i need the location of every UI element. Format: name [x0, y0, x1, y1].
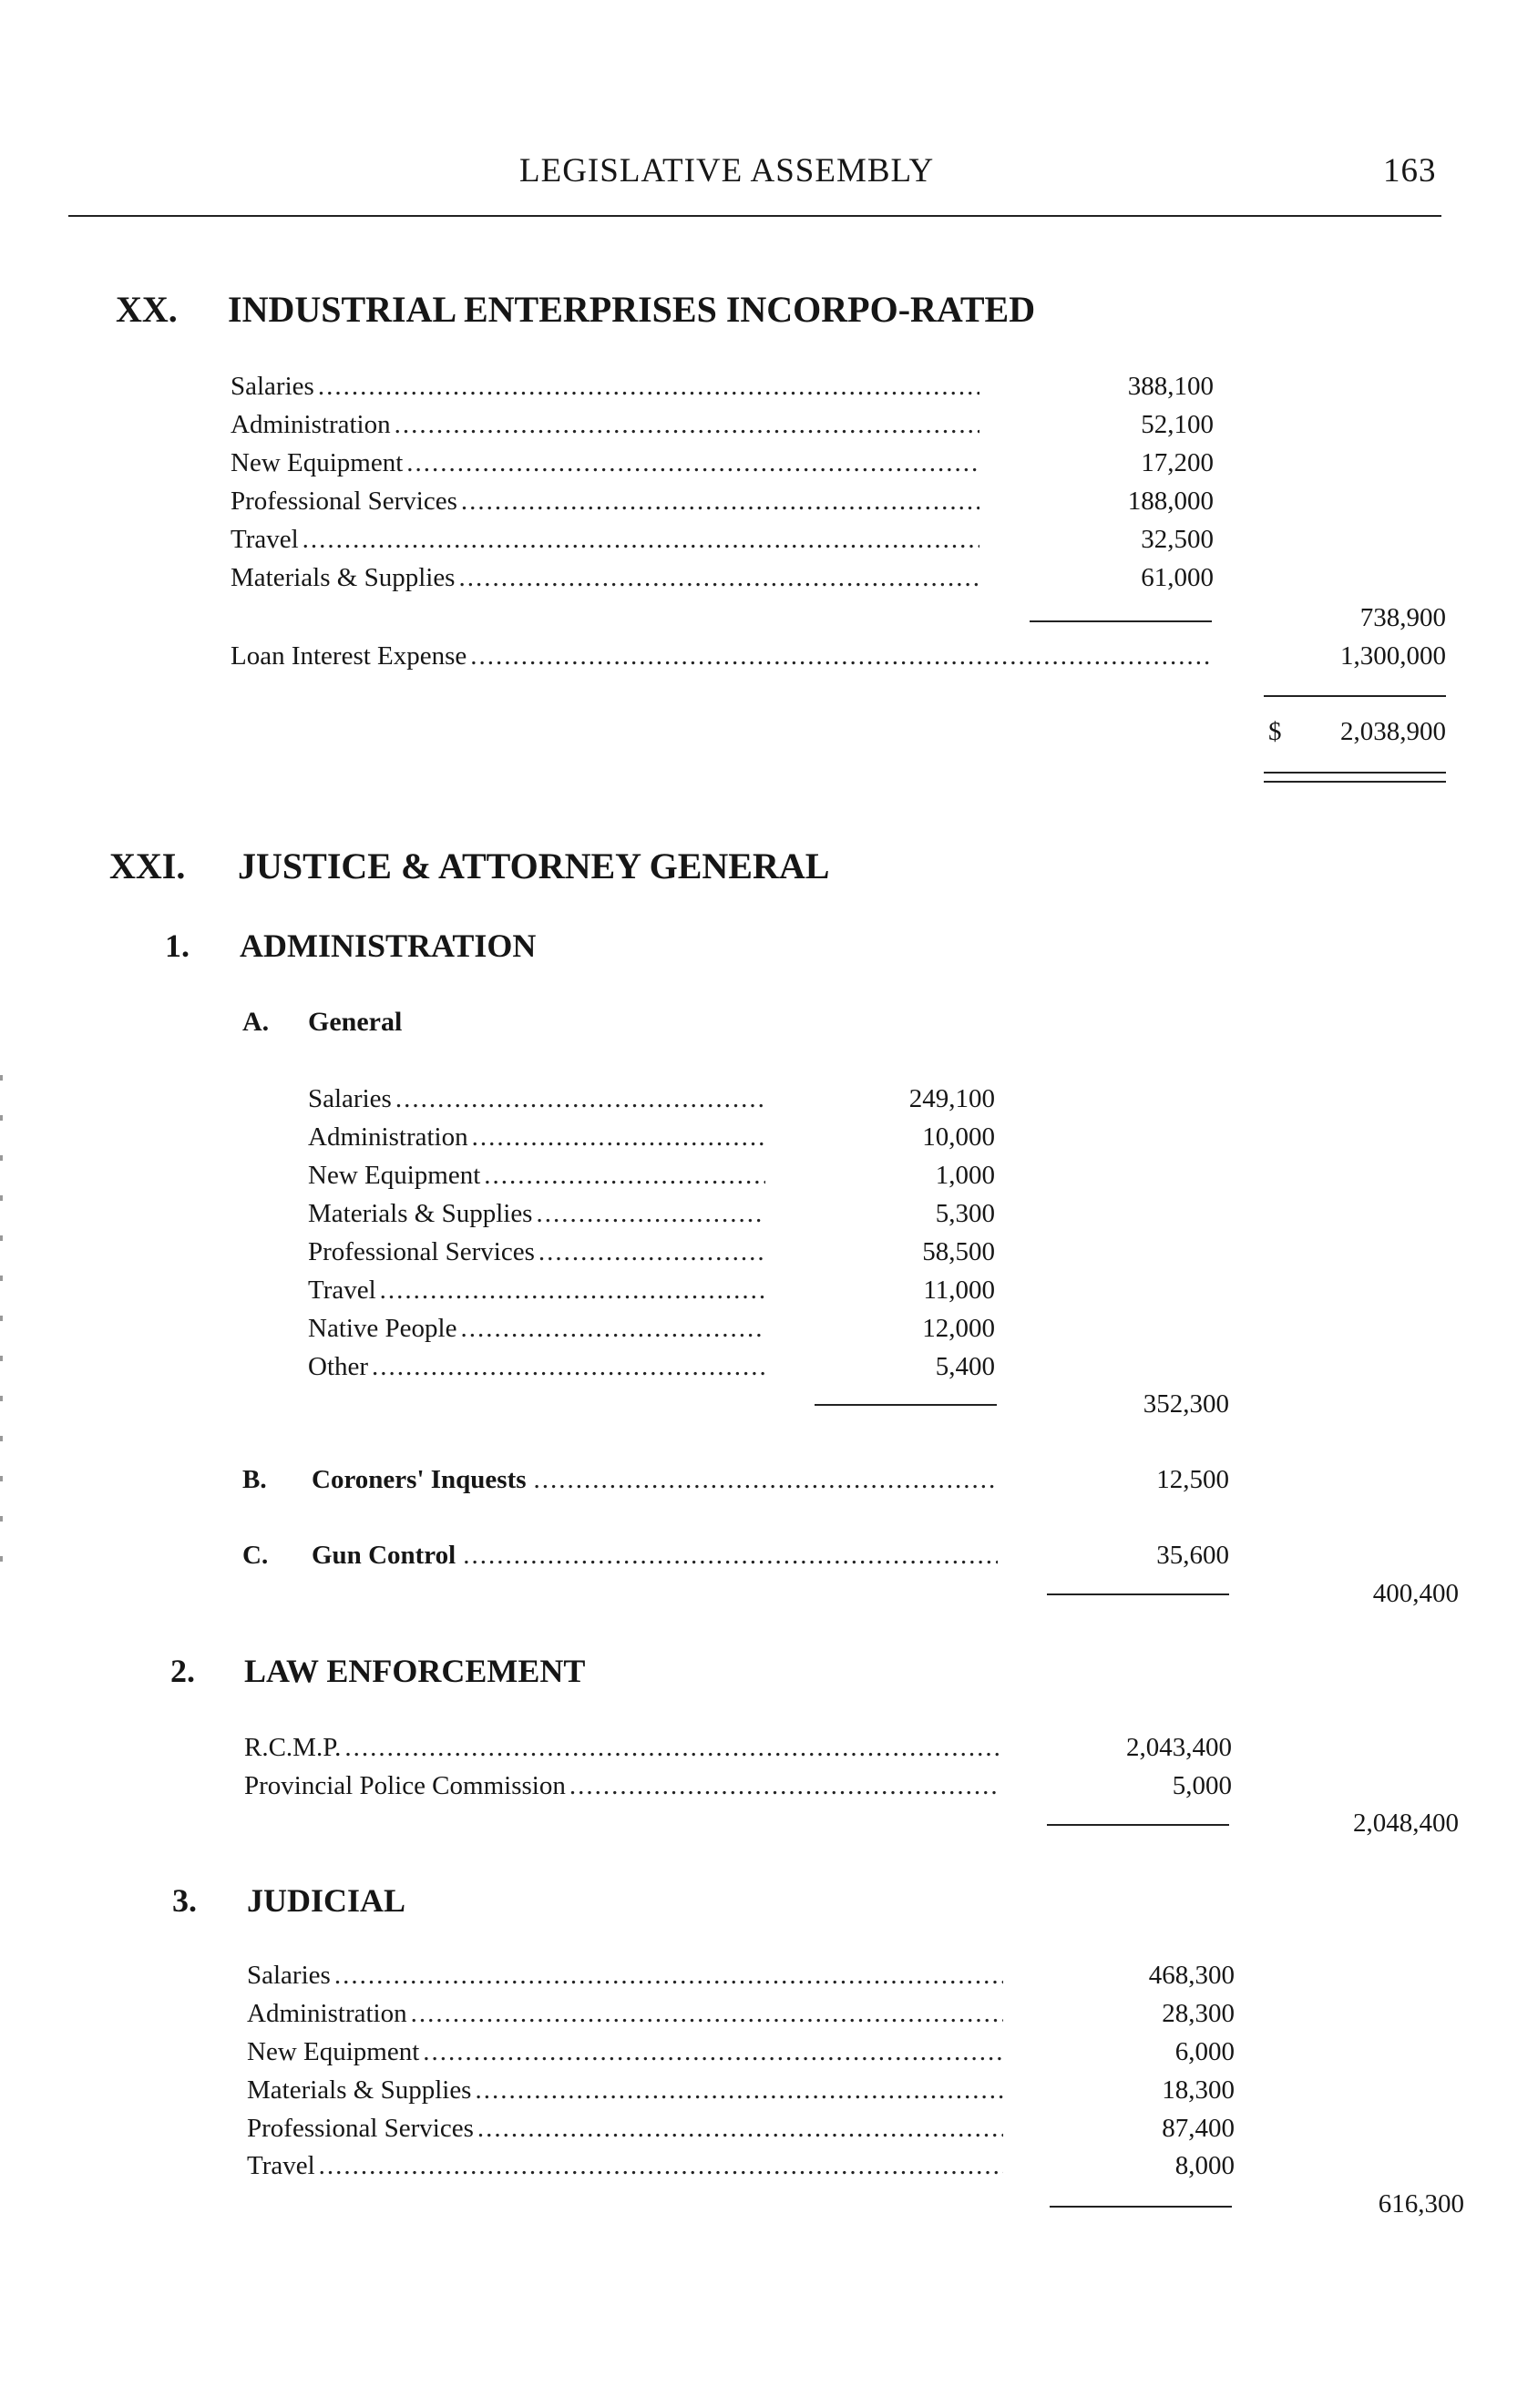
- subsection-3-number: 3.: [172, 1882, 197, 1919]
- subsection-2-title: LAW ENFORCEMENT: [244, 1653, 586, 1689]
- line-item-label: New Equipment: [231, 448, 404, 477]
- line-item-label: Materials & Supplies: [231, 563, 456, 592]
- line-item-amount: 17,200: [1141, 448, 1214, 477]
- judicial-total: 616,300: [1378, 2189, 1464, 2218]
- line-item-amount: 11,000: [923, 1276, 995, 1305]
- judicial-row-administration: [247, 1999, 1003, 2029]
- gun-control-row: [242, 1541, 998, 1571]
- line-item-amount: 188,000: [1127, 487, 1214, 516]
- subsection-1-title: ADMINISTRATION: [240, 927, 537, 964]
- general-row-other: [308, 1352, 765, 1382]
- line-item-amount: 5,000: [1172, 1771, 1232, 1800]
- line-item-amount: 5,300: [935, 1199, 995, 1228]
- line-item-label: Salaries: [247, 1961, 331, 1990]
- line-item-label: Travel: [231, 525, 299, 554]
- line-item-amount: 5,400: [935, 1352, 995, 1381]
- subsection-2-number: 2.: [170, 1653, 195, 1689]
- line-item-label: R.C.M.P.: [244, 1733, 342, 1762]
- line-item-amount: 58,500: [922, 1237, 995, 1266]
- line-item-amount: 32,500: [1141, 525, 1214, 554]
- line-item-amount: 2,043,400: [1126, 1733, 1232, 1762]
- general-subtotal: 352,300: [1143, 1389, 1229, 1419]
- line-item-label: Professional Services: [308, 1237, 535, 1266]
- line-item-amount: 61,000: [1141, 563, 1214, 592]
- line-item-label: Native People: [308, 1314, 457, 1343]
- line-item-letter: B.: [242, 1465, 267, 1494]
- xx-row-professional-services: [231, 487, 979, 517]
- subsection-1a-title: General: [308, 1007, 403, 1037]
- page-header-title: LEGISLATIVE ASSEMBLY: [519, 152, 935, 190]
- xx-row-administration: [231, 410, 979, 440]
- xx-subtotal-rule: [1030, 620, 1212, 622]
- line-item-amount: 468,300: [1148, 1961, 1235, 1990]
- section-xxi-title: JUSTICE & ATTORNEY GENERAL: [238, 845, 830, 886]
- section-xx-title: INDUSTRIAL ENTERPRISES INCORPO-RATED: [228, 289, 1036, 330]
- page-number: 163: [1383, 152, 1437, 190]
- line-item-label: Loan Interest Expense: [231, 641, 467, 671]
- general-row-new-equipment: [308, 1161, 765, 1191]
- line-item-label: Provincial Police Commission: [244, 1771, 566, 1800]
- law-row-police-commission: [244, 1771, 1000, 1801]
- general-row-travel: [308, 1276, 765, 1306]
- line-item-amount: 18,300: [1162, 2075, 1235, 2105]
- line-item-label: New Equipment: [247, 2037, 420, 2066]
- judicial-row-new-equipment: [247, 2037, 1003, 2067]
- line-item-label: Salaries: [231, 372, 314, 401]
- general-row-native-people: [308, 1314, 765, 1344]
- xx-total-double-rule: [1264, 772, 1446, 783]
- xx-subtotal: 738,900: [1359, 603, 1446, 632]
- general-row-salaries: [308, 1084, 765, 1114]
- general-row-professional-services: [308, 1237, 765, 1267]
- line-item-label: Other: [308, 1352, 369, 1381]
- judicial-row-materials-supplies: [247, 2075, 1003, 2106]
- judicial-row-travel: [247, 2151, 1003, 2181]
- line-item-amount: 12,500: [1156, 1465, 1229, 1494]
- xx-total-rule: [1264, 695, 1446, 697]
- line-item-amount: 1,300,000: [1340, 641, 1446, 671]
- law-total-rule: [1047, 1824, 1229, 1826]
- line-item-amount: 249,100: [908, 1084, 995, 1113]
- xx-row-travel: [231, 525, 979, 555]
- judicial-row-salaries: [247, 1961, 1003, 1991]
- line-item-label: Professional Services: [231, 487, 457, 516]
- xx-row-materials-supplies: [231, 563, 979, 593]
- xx-row-salaries: [231, 372, 979, 402]
- line-item-label: Administration: [247, 1999, 407, 2028]
- section-xx-number: XX.: [116, 289, 178, 330]
- line-item-letter: C.: [242, 1541, 269, 1570]
- judicial-total-rule: [1050, 2206, 1232, 2208]
- subsection-3-title: JUDICIAL: [247, 1882, 406, 1919]
- line-item-label: Materials & Supplies: [247, 2075, 472, 2105]
- general-subtotal-rule: [815, 1404, 997, 1406]
- general-row-administration: [308, 1122, 765, 1153]
- header-rule: [68, 215, 1441, 217]
- section-xxi-number: XXI.: [109, 845, 186, 886]
- judicial-row-professional-services: [247, 2114, 1003, 2144]
- line-item-amount: 35,600: [1156, 1541, 1229, 1570]
- law-row-rcmp: [244, 1733, 1000, 1763]
- line-item-amount: 87,400: [1162, 2114, 1235, 2143]
- line-item-label: Materials & Supplies: [308, 1199, 533, 1228]
- admin-total: 400,400: [1372, 1579, 1459, 1608]
- line-item-amount: 1,000: [935, 1161, 995, 1190]
- line-item-amount: 8,000: [1174, 2151, 1235, 2180]
- subsection-1a-letter: A.: [242, 1007, 270, 1037]
- line-item-label: Travel: [247, 2151, 315, 2180]
- xx-grand-total: 2,038,900: [1340, 717, 1446, 746]
- line-item-label: Administration: [231, 410, 391, 439]
- law-total: 2,048,400: [1353, 1809, 1459, 1838]
- line-item-amount: 12,000: [922, 1314, 995, 1343]
- line-item-amount: 10,000: [922, 1122, 995, 1152]
- line-item-label: Administration: [308, 1122, 468, 1152]
- line-item-label: New Equipment: [308, 1161, 481, 1190]
- line-item-amount: 388,100: [1127, 372, 1214, 401]
- line-item-label: Travel: [308, 1276, 376, 1305]
- general-row-materials-supplies: [308, 1199, 765, 1229]
- xx-row-new-equipment: [231, 448, 979, 478]
- line-item-label: Salaries: [308, 1084, 392, 1113]
- xx-row-loan-interest: [231, 641, 1211, 671]
- subsection-1-number: 1.: [165, 927, 190, 964]
- coroners-inquests-row: [242, 1465, 998, 1495]
- line-item-amount: 52,100: [1141, 410, 1214, 439]
- line-item-label: Coroners' Inquests: [312, 1465, 527, 1494]
- line-item-label: Gun Control: [312, 1541, 456, 1570]
- currency-symbol: $: [1268, 717, 1282, 746]
- scan-edge-marks: [0, 1075, 3, 1585]
- line-item-label: Professional Services: [247, 2114, 474, 2143]
- line-item-amount: 28,300: [1162, 1999, 1235, 2028]
- admin-total-rule: [1047, 1593, 1229, 1595]
- line-item-amount: 6,000: [1174, 2037, 1235, 2066]
